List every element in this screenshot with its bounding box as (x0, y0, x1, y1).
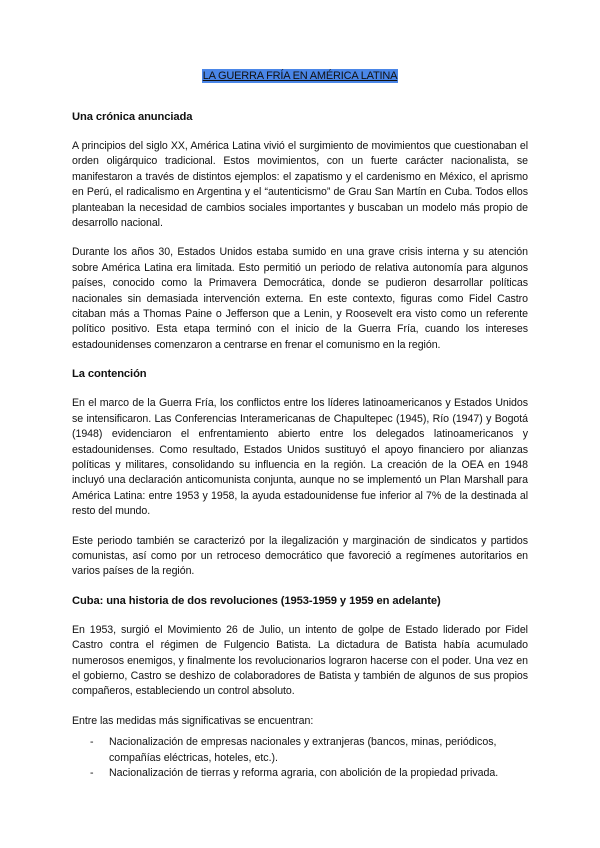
measures-list (72, 735, 528, 781)
list-item (90, 735, 528, 766)
paragraph: Durante los años 30, Estados Unidos estaba sumido en una grave crisis interna y su atención sobre América Latina era limitada. Esto permitió un periodo de relativa autonomía para algunos países, conocido como la Primavera Democrática, donde se pudieron desarrollar políticas nacionales sin demasiada intervención externa. En este contexto, figuras como Fidel Castro citaban más a Thomas Paine o Jefferson que a Lenin, y Roosevelt era visto como un referente político positivo. Esta etapa terminó con el inicio de la Guerra Fría, cuando los intereses estadounidenses comenzaron a centrarse en frenar el comunismo en la región. (72, 246, 528, 351)
paragraph: En 1953, surgió el Movimiento 26 de Julio, un intento de golpe de Estado liderado por Fidel Castro contra el régimen de Fulgencio Batista. La dictadura de Batista había acumulado numerosos enemigos, y finalmente los revolucionarios lograron hacerse con el poder. Una vez en el gobierno, Castro se deshizo de colaboradores de Batista y también de algunos de sus propios compañeros, estableciendo un control absoluto. (72, 623, 528, 698)
document-title: LA GUERRA FRÍA EN AMÉRICA LATINA (202, 70, 398, 82)
paragraph: Entre las medidas más significativas se encuentran: (72, 714, 314, 727)
paragraph: En el marco de la Guerra Fría, los conflictos entre los líderes latinoamericanos y Estados Unidos se intensificaron. Las Conferencias Interamericanas de Chapultepec (1945), Río (1947) y Bogotá (1948) evidenciaron el enfrentamiento abierto entre los delegados latinoamericanos y estadounidenses. Como resultado, Estados Unidos sustituyó el apoyo financiero por alianzas políticas y militares, consolidando su influencia en la región. La creación de la OEA en 1948 incluyó una declaración anticomunista conjunta, aunque no se implementó un Plan Marshall para América Latina: entre 1953 y 1958, la ayuda estadounidense fue inferior al 7% de la destinada al resto del mundo. (72, 397, 528, 518)
section-contencion (72, 367, 528, 579)
list-item-text: Nacionalización de tierras y reforma agraria, con abolición de la propiedad privada. (109, 767, 499, 779)
title-wrap (72, 66, 528, 84)
paragraph: A principios del siglo XX, América Latina vivió el surgimiento de movimientos que cuestionaban el orden oligárquico tradicional. Estos movimientos, con un fuerte carácter nacionalista, se manifestaron a través de distintos ejemplos: el zapatismo y el cardenismo en México, el aprismo en Perú, el radicalismo en Argentina y el “autenticismo” de Grau San Martín en Cuba. Todos ellos planteaban la necesidad de cambios sociales importantes y buscaban un modelo más propio de desarrollo nacional. (72, 140, 528, 230)
list-item (90, 766, 528, 781)
paragraph: Este periodo también se caracterizó por la ilegalización y marginación de sindicatos y partidos comunistas, así como por un retroceso democrático que favoreció a regímenes autoritarios en varios países de la región. (72, 534, 528, 578)
list-item-text: Nacionalización de empresas nacionales y extranjeras (bancos, minas, periódicos, compañías eléctricas, hoteles, etc.). (109, 736, 497, 764)
section-cronica (72, 110, 528, 353)
section-heading: La contención (72, 368, 147, 381)
section-heading: Cuba: una historia de dos revoluciones (1953-1959 y 1959 en adelante) (72, 594, 441, 607)
dash-bullet: - (90, 736, 94, 749)
section-cuba (72, 594, 528, 782)
section-heading: Una crónica anunciada (72, 111, 193, 123)
dash-bullet: - (90, 767, 94, 779)
